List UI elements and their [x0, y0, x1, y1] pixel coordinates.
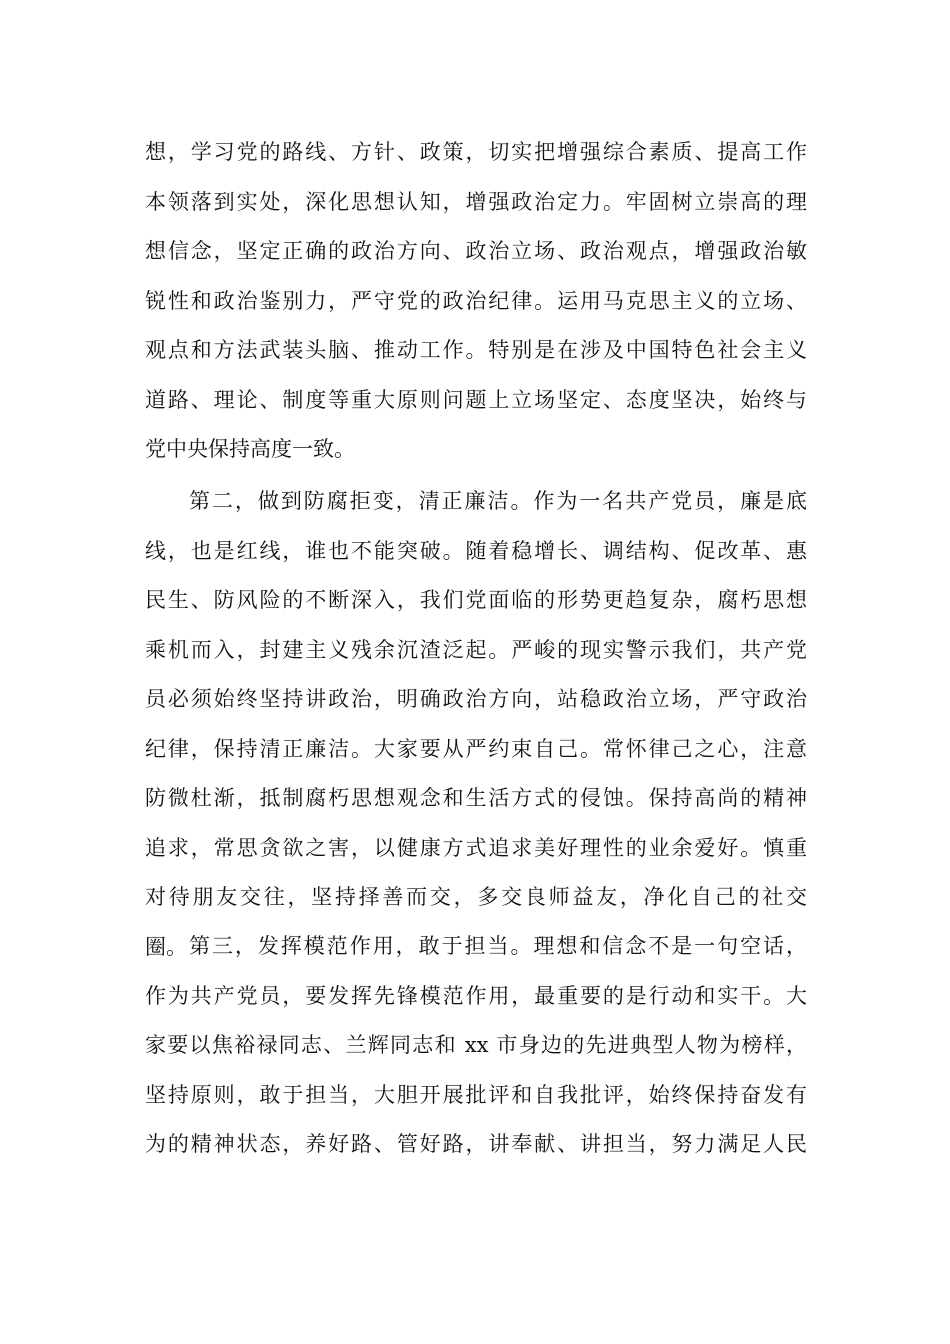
paragraph-role-model: [145, 922, 807, 1170]
text-line: 乘机而入，封建主义残余沉渣泛起。严峻的现实警示我们，共产党: [145, 637, 807, 662]
text-line: 想，学习党的路线、方针、政策，切实把增强综合素质、提高工作: [145, 140, 807, 164]
text-line: 民生、防风险的不断深入，我们党面临的形势更趋复杂，腐朽思想: [145, 588, 807, 612]
paragraph-integrity: [145, 477, 807, 972]
text-line: 家要以焦裕禄同志、兰辉同志和 xx 市身边的先进典型人物为榜样，: [145, 1033, 807, 1057]
text-line: 坚持原则，敢于担当，大胆开展批评和自我批评，始终保持奋发有: [145, 1082, 807, 1107]
text-line: 第二，做到防腐拒变，清正廉洁。作为一名共产党员，廉是底: [189, 489, 807, 513]
text-line: 为的精神状态，养好路、管好路，讲奉献、讲担当，努力满足人民: [145, 1132, 807, 1156]
text-line: 防微杜渐，抵制腐朽思想观念和生活方式的侵蚀。保持高尚的精神: [145, 786, 807, 810]
paragraph-ideals: [145, 128, 807, 475]
text-line: 圈。: [145, 934, 187, 959]
text-line: 作为共产党员，要发挥先锋模范作用，最重要的是行动和实干。大: [145, 983, 807, 1008]
text-line: 对待朋友交往，坚持择善而交，多交良师益友，净化自己的社交: [145, 885, 807, 909]
text-line: 第三，发挥模范作用，敢于担当。理想和信念不是一句空话，: [189, 934, 807, 958]
text-line: 线，也是红线，谁也不能突破。随着稳增长、调结构、促改革、惠: [145, 538, 807, 563]
text-line: 道路、理论、制度等重大原则问题上立场坚定、态度坚决，始终与: [145, 387, 807, 412]
text-line: 追求，常思贪欲之害，以健康方式追求美好理性的业余爱好。慎重: [145, 835, 807, 860]
text-line: 观点和方法武装头脑、推动工作。特别是在涉及中国特色社会主义: [145, 338, 807, 362]
text-line: 锐性和政治鉴别力，严守党的政治纪律。运用马克思主义的立场、: [145, 288, 807, 313]
text-line: 党中央保持高度一致。: [145, 437, 355, 461]
text-line: 本领落到实处，深化思想认知，增强政治定力。牢固树立崇高的理: [145, 189, 807, 214]
text-line: 想信念，坚定正确的政治方向、政治立场、政治观点，增强政治敏: [145, 239, 807, 263]
text-line: 员必须始终坚持讲政治，明确政治方向，站稳政治立场，严守政治: [145, 687, 807, 711]
text-line: 纪律，保持清正廉洁。大家要从严约束自己。常怀律己之心，注意: [145, 736, 807, 761]
